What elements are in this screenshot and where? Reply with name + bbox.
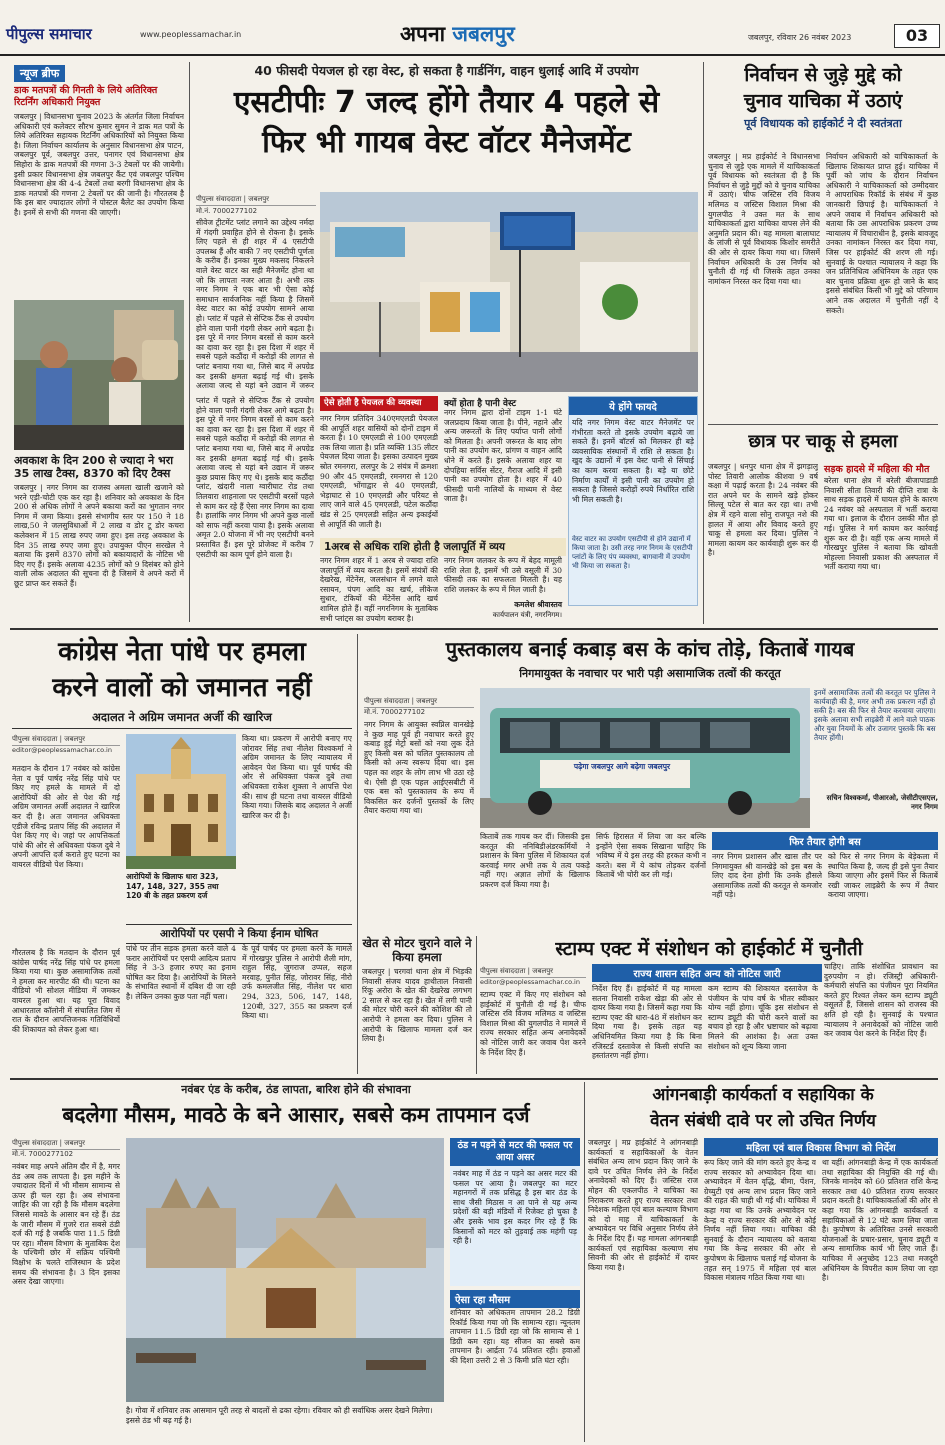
library-col-3: सिर्फ हिरासत में लिया जा कर बल्कि इन्होंने ऐसा सबक सिखाना चाहिए कि भविष्य में ये इस तरह की हरकत कभी न करते। बस में ये कांच तोड़कर दर्जनों किताबें भी चोरी कर ली गई। xyxy=(596,832,706,880)
congress-sub: अदालत ने अग्रिम जमानत अर्जी की खारिज xyxy=(12,710,352,729)
anganwadi-headline-1: आंगनबाड़ी कार्यकर्ता व सहायिका के xyxy=(652,1085,874,1105)
stamp-col-3: कम स्टाम्प की शिकायत दस्तावेज के पंजीयन के पांच वर्ष के भीतर स्वीकार योग्य नहीं होगा। चूंकि इस संशोधन से स्टाम्प ड्यूटी की चोरी करने वालों का बचाव हो रहा है और भ्रष्टाचार को बढ़ावा मिलने की आशंका है। अतः उक्त संशोधन को शून्य किया जाना xyxy=(708,984,818,1051)
stp-mobile: मो.नं. 7000277102 xyxy=(196,207,258,215)
expense-title: 1अरब से अधिक राशि होती है जलापूर्ति में व्यय xyxy=(320,538,566,556)
knife-col-2: बरेला थाना क्षेत्र में बरेली बीजापाडाडी निवासी सीता तिवारी की दीप्ति रात्रा के साथ सड़क हादसे में घायल होने के कारण 24 नवंबर को अस्पताल में भर्ती कराया गया था। इलाज के दौरान उसकी मौत हो गई। पुलिस ने मर्ग कायम कर कार्रवाई शुरू कर दी है। वहीं एक अन्य मामले में गोरखपुर पुलिस ने बताया कि खोवती मोहल्ला निवासी प्रकाश की अस्पताल में भर्ती कराया गया था। xyxy=(824,476,938,572)
stp-col-2: प्लांट में पहले से सेप्टिक टैंक से उपयोग होने वाला पानी गंदगी लेकर आगे बढ़ता है। इस पूरे में नगर निगम बरसों से काम करने का दावा कर रहा है। इस दिशा में शहर में सबसे पहले कठौंदा में करोड़ों की लागत से प्लांट बनाया गया था, जिसे बाद में अपग्रेड कर इसकी क्षमता बढ़ाई गई थी। इसके अलावा जल्द से यहां बने उद्यान में जरूर कुछ प्रयास किए गए थे। इसके बाद कठौंदा प्लांट, खंदारी नाला ग्वारीघाट रोड तथा तिलवारा शाहनाला पर एसटीपी बरसों पहले से काम कर रहे हैं ऐसा नगर निगम का दावा है। हालांकि नगर निगम भी अपने कुछ नालों को साफ नहीं करवा पाया है। इसके अलावा अमृत 2.0 योजना में भी नए एसटीपी बनने प्रस्तावित हैं। इस पूरे प्रोजेक्ट में करीब 7 एसटीपी का काम पूर्ण होने वाला है। xyxy=(196,396,314,559)
brief-headline: डाक मतपत्रों की गिनती के लिये अतिरिक्त रिटर्निंग अधिकारी नियुक्त xyxy=(14,85,158,108)
bus-side-note xyxy=(814,688,938,828)
court-building-illustration xyxy=(126,734,236,869)
congress-headline-1: कांग्रेस नेता पांधे पर हमला xyxy=(58,637,306,667)
dateline: जबलपुर, रविवार 26 नवंबर 2023 xyxy=(748,33,852,42)
inset-caption: वेस्ट वाटर का उपयोग एसटीपी से होने उद्यानों में किया जाता है। उसी तरह नगर निगम के एसटीपी प्लांटों के लिए पंप व्यवस्था, बागवानी में उपयोग भी किया जा सकता है। xyxy=(572,535,693,570)
news-brief-label: न्यूज ब्रीफ xyxy=(14,65,65,82)
anganwadi-col-2: रूप किए जाने की मांग करते हुए केन्द्र व राज्य सरकार को अभ्यावेदन दिया था। अभ्यावेदन में वेतन वृद्धि, बीमा, पेंशन, ग्रेच्युटी एवं अन्य लाभ प्रदान किए जाने की राहत की चाही थी गई थी। याचिका में कहा गया था कि उनके अभ्यावेदन पर केन्द्र व राज्य सरकार की ओर से कोई निर्णय नहीं लिया गया। याचिका की सुनवाई के दौरान न्यायालय को बताया गया कि केन्द्र सरकार की ओर से कुपोषण के खिलाफ चलाई गई योजना के तहत सन् 1975 में महिला एवं बाल विकास मंत्रालय गठित किया गया था। xyxy=(704,1158,816,1283)
anganwadi-col-3: था यहीं। आंगनबाड़ी केन्द्र में एक कार्यकर्ता तथा सहायिका की नियुक्ति की गई थी। जिनके मानदेय को 60 प्रतिशत राशि केन्द्र सरकार तथा 40 प्रतिशत राज्य सरकार प्रदान करती है। याचिकाकर्ताओं की ओर से कहा गया कि आंगनबाड़ी कार्यकर्ता व सहायिकाओं से 12 घंटे काम लिया जाता है। कुपोषण के अतिरिक्त उनसे सरकारी योजनाओं के प्रचार-प्रसार, चुनाव ड्यूटी व अन्य सामाजिक कार्य भी लिए जाते हैं। याचिका में अनुच्छेद 123 तथा मजदूरी अधिनियम के विपरीत काम लिया जा रहा है। xyxy=(822,1158,938,1283)
masthead-rule xyxy=(0,54,945,56)
site-url: www.peoplessamachar.in xyxy=(140,30,242,39)
stamp-col-4: चाहिए। ताकि संशोधित प्रावधान का दुरुपयोग न हो। रजिस्ट्री अधिकारी-कर्मचारी संपत्ति का पंजीयन पूरा नियमित करते हुए रिश्वत लेकर कम स्टाम्प ड्यूटी वसूलते हैं, जिससे शासन को राजस्व की क्षति हो रही है। सुनवाई के पश्चात न्यायालय ने अनावेदकों को नोटिस जारी कर जवाब पेश करने के निर्देश दिए हैं। xyxy=(824,962,938,1039)
weather-headline: बदलेगा मौसम, मावठे के बने आसार, सबसे कम तापमान दर्ज xyxy=(62,1103,530,1127)
election-col-2: निर्वाचन अधिकारी को याचिकाकर्ता के खिलाफ शिकायत प्राप्त हुई। याचिका में पूर्वी को जांच के दौरान निर्वाचन अधिकारी ने याचिकाकर्ता को उम्मीदवार ने आपराधिक रिकॉर्ड के संबंध में कुछ जानकारी छिपाई है। याचिकाकर्ता ने अपने जवाब में निर्वाचन अधिकारी को बताया कि उस आपराधिक प्रकरण उच्च न्यायालय में विचाराधीन है, इसके बावजूद उनका नामांकन निरस्त कर दिया गया, जिस पर हाईकोर्ट की शरण ली गई। सुनवाई के पश्चात न्यायालय ने कहा कि जन प्रतिनिधित्व अधिनियम के तहत एक बार चुनाव प्रक्रिया शुरू हो जाने के बाद इससे संबंधित किसी भी मुद्दे को परिणाम आने तक अदालत में चुनौती नहीं दे सकते। xyxy=(826,152,938,315)
stamp-byline: पीपुल्स संवाददाता | जबलपुर xyxy=(480,966,586,978)
tax-counter-illustration xyxy=(14,300,184,450)
stp-plant-illustration xyxy=(320,192,698,392)
court-photo-caption: आरोपियों के खिलाफ धारा 323, 147, 148, 327, 355 तथा 120 बी के तहत प्रकरण दर्ज xyxy=(126,872,219,900)
lowest-body: शनिवार को अधिकतम तापमान 28.2 डिग्री रिकॉर्ड किया गया जो कि सामान्य रहा। न्यूनतम तापमान 11.5 डिग्री रहा जो कि सामान्य से 1 डिग्री कम रहा। यह सीजन का सबसे कम तापमान है। आर्द्रता 74 प्रतिशत रही। हवाओं की दिशा उत्तरी 2 से 3 किमी प्रति घंटा रही। xyxy=(450,1308,580,1365)
ready-col-1: नगर निगम प्रशासन और खास तौर पर निगमायुक्त श्री वानखेड़े को इस बस के लिए दाद देना होगी कि उनके हौसले असामाजिक तत्वों की करतूत से कमजोर नहीं पड़े। xyxy=(712,852,822,900)
pea-crop-body: नवंबर माह में ठंड न पड़ने का असर मटर की फसल पर आया है। जबलपुर का मटर महानगरों में तक प्रसिद्ध है इस बार ठंड के साथ जैसी मिठास न आ पाने से यह अन्य प्रदेशों की बड़ी मंडियों में रिजेक्ट हो चुका है और इसके भाव इस कदर गिर रहे हैं कि किसानों को मटर को तुड़वाई तक महंगी पड़ रही है। xyxy=(453,1169,577,1246)
weather-mobile: मो.नं. 7000277102 xyxy=(12,1150,74,1158)
knife-col-2-title: सड़क हादसे में महिला की मौत xyxy=(824,464,930,475)
motor-divider xyxy=(476,936,477,1074)
library-headline: पुस्तकालय बनाई कबाड़ बस के कांच तोड़े, किताबें गायब xyxy=(445,637,855,661)
election-divider xyxy=(708,424,938,425)
congress-email: editor@peoplessamachar.co.in xyxy=(12,746,112,754)
quote-name: कमलेश श्रीवास्तव xyxy=(514,600,562,609)
library-sub: निगमायुक्त के नवाचार पर भारी पड़ी असामाजिक तत्वों की करतूत xyxy=(519,667,781,680)
anganwadi-headline-2: वेतन संबंधी दावे पर लो उचित निर्णय xyxy=(650,1111,876,1131)
brief-body: जबलपुर | विधानसभा चुनाव 2023 के अंतर्गत जिला निर्वाचन अधिकारी एवं कलेक्टर सौरभ कुमार सुमन ने डाक मत पत्रों के लिये अतिरिक्त सहायक रिटर्निंग अधिकारियों को नियुक्त किया है। जिला निर्वाचन कार्यालय के अनुसार विधानसभा क्षेत्र पाटन, जबलपुर पूर्व, जबलपुर उत्तर, पनागर एवं विधानसभा क्षेत्र सिहोरा के डाक मतपत्रों की गणना 3-3 टेबलों पर की जायेगी। इसी प्रकार विधानसभा क्षेत्र जबलपुर कैंट एवं जबलपुर पश्चिम विधानसभा क्षेत्र की 4-4 टेबलों तथा बरगी विधानसभा क्षेत्र के डाक मतपत्रों की गणना 2 टेबलों पर की जानी है। गौरतलब है कि इस बार ज्यादातर लोगों ने पोस्टल बैलेट का उपयोग किया है। इनमें से सभी की गणना की जाएगी। xyxy=(14,112,184,217)
anganwadi-col-1: जबलपुर | मप्र हाईकोर्ट ने आंगनबाड़ी कार्यकर्ता व सहायिकाओं के वेतन संबंधित अन्य लाभ प्रदान किए जाने के दावे पर उचित निर्णय लेने के निर्देश अनावेदकों को दिए हैं। जस्टिस राज मोहन की एकलपीठ ने याचिका का निराकरण करते हुए राज्य सरकार तथा निदेशक महिला एवं बाल कल्याण विभाग को दो माह में याचिकाकर्ता के अभ्यावेदन पर विधि अनुसार निर्णय लेने के निर्देश दिए हैं। यह मामला आंगनबाड़ी कार्यकर्ता एवं सहायिका कल्याण संघ सिवनी की ओर से हाईकोर्ट में दायर किया गया है। xyxy=(588,1138,698,1272)
bus-side-name: सचिन विश्वकर्मा, पीआरओ, जेसीटीएसएल, नगर निगम xyxy=(826,794,938,811)
weather-byline: पीपुल्स संवाददाता | जबलपुर xyxy=(12,1138,120,1150)
stp-divider xyxy=(703,62,704,624)
stp-byline: पीपुल्स संवाददाता | जबलपुर xyxy=(196,194,316,206)
election-story xyxy=(708,62,938,422)
congress-col-3: गौरतलब है कि मतदान के दौरान पूर्व कांग्रेस पार्षद नरेंद्र सिंह पांधे पर हमला किया गया था। कुछ असामाजिक तत्वों ने हमला कर मारपीट की थी। घटना का वीडियो भी सोशल मीडिया में जमकर वायरल हुआ था। यह पूरा विवाद आधारताल कॉलोनी में संचालित जिम में रात के दौरान आपत्तिजनक गतिविधियों की शिकायत को लेकर हुआ था। xyxy=(12,948,120,1034)
weather-col-1: नवंबर माह अपने अंतिम दौर में है, मगर ठंड अब तक लापता है। इस महीने के ज्यादातर दिनों में भी मौसम सामान्य से ऊपर ही चल रहा है। अब संभावना जाहिर की जा रही है कि मौसम बदलेगा जिससे मावठे के आसार बन रहे हैं। ठंड के जारी मौसम में गुजरे रात सबसे ठंडी दर्ज की गई है जबकि पारा 11.5 डिग्री पर रहा। मौसम विभाग के मुताबिक देश के पश्चिमी छोर में सक्रिय पश्चिमी विक्षोभ के चलते राजिस्थान के प्रदेश समय की संभावना है। 3 दिन इसका असर देखा जाएगा। xyxy=(12,1162,120,1287)
bus-label: पढ़ेगा जबलपुर आगे बढ़ेगा जबलपुर xyxy=(573,762,671,771)
library-col-1: नगर निगम के आयुक्त स्वप्निल वानखेड़े ने कुछ माह पूर्व ही नवाचार करते हुए कबाड़ हुई मेट्रो बसों को नया लुक देते हुए किसी बस को चलित पुस्तकालय तो किसी को अन्य स्वरूप दिया था। इस पहल का शहर के लोग लाभ भी उठा रहे थे। ऐसी ही एक पहल आईएसबीटी में एक बस को पुस्तकालय के रूप में विकसित कर दर्जनों पुस्तकों के लिए तैयार कराया गया था। xyxy=(364,720,474,816)
congress-divider xyxy=(357,634,358,1074)
library-mobile: मो.नं. 7000277102 xyxy=(364,708,426,716)
ready-col-2: को फिर से नगर निगम के बेड़ेकला में स्थापित किया है, जल्द ही इसे पुनः तैयार किया जाएगा और इसमें फिर से किताबें रखी जाकर लाइब्रेरी के रूप में तैयार कराया जाएगा। xyxy=(828,852,938,900)
library-byline: पीपुल्स संवाददाता | जबलपुर xyxy=(364,696,474,708)
stamp-headline: स्टाम्प एक्ट में संशोधन को हाईकोर्ट में चुनौती xyxy=(555,938,863,960)
masthead xyxy=(0,0,945,60)
ready-title: फिर तैयार होगी बस xyxy=(712,832,938,850)
stp-photo-caption: ऐसे होती है पेयजल की व्यवस्था xyxy=(320,396,438,411)
election-headline-2: चुनाव याचिका में उठाएं xyxy=(743,90,903,112)
stp-col-4: नगर निगम द्वारा दोनों टाइम 1-1 घंटे जलप्रदाय किया जाता है। पीने, नहाने और अन्य जरूरतों के लिए पर्याप्त पानी लोगों को मिलता है। अपनी जरूरत के बाद लोग पानी का उपयोग कर, प्रांगण व वाहन आदि धोने में करते हैं। इसके अलावा शहर या दोपहिया सर्विस सेंटर, गैराज आदि में इसी पानी का उपयोग होता है। शहर में 40 फीसदी पानी नालियों के माध्यम से वेस्ट जाता है। xyxy=(444,408,562,504)
election-col-1: जबलपुर | मप्र हाईकोर्ट ने विधानसभा चुनाव से जुड़े एक मामले में याचिकाकर्ता पूर्व विधायक को स्वतंत्रता दी है कि निर्वाचन से जुड़े मुद्दों को वे चुनाव याचिका में उठाएं। चीफ जस्टिस रवि विजय मलिमठ व जस्टिस विशाल मिश्रा की युगलपीठ ने उक्त मत के साथ याचिकाकर्ता द्वारा याचिका वापस लेने की अनुमति प्रदान की। यह मामला बालाघाट के लांजी से पूर्व विधायक किशोर समरीते की ओर से दायर किया गया था। जिसमें निर्वाचन अधिकारी के उस निर्णय को चुनौती दी गई थी जिसके तहत उनका नामांकन निरस्त कर दिया गया था। xyxy=(708,152,820,286)
election-sub: पूर्व विधायक को हाईकोर्ट ने दी स्वतंत्रता xyxy=(744,117,902,130)
stp-headline-1: एसटीपीः 7 जल्द होंगे तैयार 4 पहले से xyxy=(233,85,660,120)
stp-col-1: सीवेज ट्रीटमेंट प्लांट लगाने का उद्देश्य नर्मदा में गंदगी प्रवाहित होने से रोकना है। इसके लिए पहले से ही शहर में 4 एसटीपी उपलब्ध हैं और बाकी 7 नए एसटीपी पूर्णता के करीब हैं। इनका मुख्य मकसद निकलने वाले वेस्ट वाटर का सही मैनेजमेंट होना था जो कि लापता नजर आता है। अभी तक नगर निगम ने एक बार भी ऐसा कोई समाधान सार्वजनिक नहीं किया है जिसमें वेस्ट वाटर का कोई उपयोग सामने आया हो। प्लांट में पहले से सेप्टिक टैंक से उपयोग होने वाला पानी गंदगी लेकर आगे बढ़ता है। इस पूरे में नगर निगम बरसों से काम करने का दावा कर रहा है। इस दिशा में शहर में सबसे पहले कठौंदा में करोड़ों की लागत से प्लांट बनाया गया था, जिसे बाद में अपग्रेड कर इसकी क्षमता बढ़ाई गई थी। इसके अलावा जल्द से यहां बने उद्यान में जरूर xyxy=(196,218,314,391)
library-col-2: किताबें तक गायब कर दीं। जिसकी इस करतूत की ननिबिडीअंडरकर्मियों ने प्रशासन के बिना पुलिस में शिकायत दर्ज करवाई मगर अभी तक ये तत्व पकड़े नहीं गए। अज्ञात लोगों के खिलाफ प्रकरण दर्ज किया गया है। xyxy=(480,832,590,889)
motor-body: जबलपुर | चरगवां थाना क्षेत्र में भिड़की निवासी संजय यादव हाथीताल निवासी रिंकू अरोरा के खेत की देखरेख लगभग 2 साल से कर रहा है। खेत में लगी पानी की मोटर चोरी करने की कोशिश की तो आरोपी ने हमला कर दिया। पुलिस ने आरोपी के खिलाफ मामला दर्ज कर लिया है। xyxy=(362,967,472,1044)
anganwadi-band: महिला एवं बाल विकास विभाग को निर्देश xyxy=(704,1138,938,1156)
brief-divider xyxy=(189,62,190,622)
library-bus-photo xyxy=(480,688,810,828)
benefits-box xyxy=(568,396,698,606)
library-bus-illustration xyxy=(480,688,810,828)
congress-story xyxy=(12,634,352,1074)
stp-story xyxy=(194,62,699,624)
quote-role: कार्यपालन यंत्री, नगरनिगम। xyxy=(492,611,562,619)
stamp-story xyxy=(480,936,938,1074)
reward-col-2: के पूर्व पार्षद पर हमला करने के मामले में गोरखपुर पुलिस ने आरोपी शैली मांग, राहुल सिंह, जुगराज उप्पल, सहज मरवाह, पुनीत सिंह, जोरावर सिंह, नीरो उर्फ कमलजीत सिंह, नीलेश पर धारा 294, 323, 506, 147, 148, 120बी, 327, 355 का प्रकरण दर्ज किया था। xyxy=(242,944,352,1021)
motor-story xyxy=(362,936,472,1074)
stp-col-4-title: क्यों होता है पानी वेस्ट xyxy=(444,399,517,409)
court-building-photo xyxy=(126,734,236,869)
expense-body: नगर निगम शहर में 1 अरब से ज्यादा राशि जलापूर्ति में व्यय करता है। इसमें संयंत्रों की देखरेख, मेंटेनेंस, जलसंधान में लगने वाले रसायन, पंपग आदि का खर्च, लीकेज सुधार, टंकियों की मेंटेनेंस आदि खर्च शामिल होते हैं। वहीं नगरनिगम के मुताबिक सभी प्लांट्स का उपयोग बराबर है। xyxy=(320,556,438,622)
stamp-sub: राज्य शासन सहित अन्य को नोटिस जारी xyxy=(592,964,822,982)
reward-col-1: पांधे पर तीन सड़क हमला करने वाले 4 फरार आरोपियों पर एसपी आदित्य प्रताप सिंह ने 3-3 हजार रुपए का इनाम घोषित कर दिया है। आरोपियों के मिलने के संभावित स्थानों में दबिश दी जा रही है। लेकिन उनका कुछ पता नहीं चला। xyxy=(126,944,236,1001)
ghat-temple-illustration xyxy=(126,1138,444,1402)
weather-photo-text: है। गोवा में शनिवार तक आसमान पूरी तरह से बादलों से ढका रहेगा। रविवार को ही सर्वाधिक असर देखने मिलेगा। इससे ठंड भी बढ़ गई है। xyxy=(126,1406,433,1425)
benefits-title: ये होंगे फायदे xyxy=(569,397,697,415)
section-title xyxy=(400,20,630,50)
top-section-rule xyxy=(10,628,938,630)
section-title-a: अपना xyxy=(400,22,446,46)
stamp-col-1: स्टाम्प एक्ट में किए गए संशोधन को हाईकोर्ट में चुनौती दी गई है। चीफ जस्टिस रवि विजय मलिमठ व जस्टिस विशाल मिश्रा की युगलपीठ ने मामले में राज्य सरकार सहित अन्य अनावेदकों को नोटिस जारी कर जवाब पेश करने के निर्देश दिए हैं। xyxy=(480,990,586,1057)
knife-col-1: जबलपुर | धनपुर थाना क्षेत्र में झगड़ालू पोस्ट तिवारी आलोक कीशवा 9 वर्ष कक्षा में पढ़ाई करता है। 24 नवंबर की रात अपने घर के सामने खड़े होकर सिल्लू पटेल से बात कर रहा था। तभी क्षेत्र में रहने वाला सोनु राजपूत नशे की हालत में आया और विवाद करते हुए चाकू से हमला कर दिया। पुलिस ने मामला कायम कर कार्यवाही शुरू कर दी है। xyxy=(708,462,818,558)
stamp-email: editor@peoplessamachar.co.in xyxy=(480,978,580,986)
expense-body-2: नगर निगम जलकर के रूप में बेहद मामूली राशि लेता है, इसमें भी उसे वसूली में 30 फीसदी तक का सफलता मिलती है। यह राशि जलकर के रूप में मिल जाती है। xyxy=(444,556,562,594)
knife-story xyxy=(708,428,938,624)
anganwadi-story xyxy=(588,1082,938,1442)
pea-crop-title: ठंड न पड़ने से मटर की फसल पर आया असर xyxy=(450,1138,580,1166)
lowest-title: ऐसा रहा मौसम xyxy=(450,1290,580,1308)
benefits-body: यदि नगर निगम वेस्ट वाटर मैनेजमेंट पर गंभीरता करते तो इसके उपयोग बढ़ाये जा सकते हैं। इनमें बॉटर्स को मिलकर ही बड़े व्यवसायिक संस्थानों में राशि ले सकता है। खुद के उद्यानों में इस वेस्ट पानी से सिंचाई का काम करवा सकता है। बड़े या छोटे निर्माण कार्यों में इसी पानी का उपयोग हो सकता है जिससे करोड़ों रुपये निर्धारित राशि भी मिल सकती है। xyxy=(572,418,694,504)
congress-headline-2: करने वालों को जमानत नहीं xyxy=(52,673,312,703)
motor-headline: खेत से मोटर चुराने वाले ने किया हमला xyxy=(362,936,472,964)
congress-col-1: मतदान के दौरान 17 नवंबर को कांग्रेस नेता व पूर्व पार्षद नरेंद्र सिंह पांधे पर किए गए हमले के मामले में दो आरोपियों की ओर से पेश की गई अग्रिम जमानत अर्जी अदालत ने खारिज कर दी है। अतः जमानत अधिवक्ता एडीजे रविन्द्र प्रताप सिंह की अदालत में पेश किए गए थे। जहां पर आपत्तिकर्ता पांधे की ओर से अधिवक्ता पंकज दुबे ने अपनी आपत्ति दर्ज कराते हुए घटना का वायरल वीडियो पेश किया। xyxy=(12,764,120,869)
bus-side-text: इनमें असामाजिक तत्वों की करतूत पर पुलिस ने कार्यवाही की है, मगर अभी तक प्रकरण नहीं हो सकी है। बस की फिर से तैयार करवाया जाएगा। इसके अलावा सभी लाइब्रेरी में आने वाले पाठक और युवा नियमों के और उजागर पुस्तकें कि बस तैयार होंगी। xyxy=(814,688,936,742)
weather-kicker: नवंबर एंड के करीब, ठंड लापता, बारिश होने की संभावना xyxy=(181,1083,411,1096)
stp-photo xyxy=(320,192,698,392)
stp-headline-2: फिर भी गायब वेस्ट वॉटर मैनेजमेंट xyxy=(262,125,631,160)
pea-crop-box xyxy=(450,1138,580,1286)
stamp-col-2: निर्देश दिए हैं। हाईकोर्ट में यह मामला सतना निवासी राकेश खेड़ा की ओर से दायर किया गया है। जिसमें कहा गया कि स्टाम्प एक्ट की धारा-48 में संशोधन कर दिया गया है। इसके तहत यह अधिनियमित किया गया है कि बिना रजिस्टर्ड दस्तावेज से किसी संपत्ति का हस्तांतरण नहीं होगा। xyxy=(592,984,702,1061)
election-headline-1: निर्वाचन से जुड़े मुद्दे को xyxy=(744,64,902,86)
weather-divider xyxy=(584,1082,585,1442)
congress-byline: पीपुल्स संवाददाता | जबलपुर xyxy=(12,734,120,746)
weather-story xyxy=(12,1082,580,1442)
brand-name: पीपुल्स समाचार xyxy=(6,25,92,43)
stp-col-3: नगर निगम प्रतिदिन 340एमएलडी पेयजल की आपूर्ति शहर वासियों को दोनों टाइम में करता है। 10 एमएलडी से 100 एमएलडी तक लिया जाता है। प्रति व्यक्ति 135 लीटर पेयजल दिया जाता है। इसका उत्पादन मुख्य स्रोत रमनगरा, ललपुर के 2 संयंत्र में क्रमशः 90 और 45 एमएलडी, रमनगरा से 120 एमएलडी, भोंगाद्वार से 40 एमएलडी, भेड़ाघाट से 10 एमएलडी और परियट से लाए जाने वाले 45 एमएलडी, पटेल कठौंदा खंड से 25 एमएलडी सहित अन्य इकाईयों से आपूर्ति की जाती है। xyxy=(320,414,438,529)
news-brief xyxy=(14,62,184,622)
page-number: 03 xyxy=(894,24,940,48)
congress-col-2: किया था। प्रकरण में आरोपी बनाए गए जोरावर सिंह तथा नीलेश विश्वकर्मा ने अग्रिम जमानत के लिए न्यायालय में आवेदन पेश किया था। पूर्व पार्षद की ओर से अधिवक्ता पंकज दुबे तथा अधिवक्ता राकेश शुक्ला ने आपत्ति पेश की। साथ ही घटना तथा वायरल वीडियो किया गया। जिसके बाद अदालत ने अर्जी खारिज कर दी है। xyxy=(242,734,352,820)
tax-body: जबलपुर | नगर निगम का राजस्व अमला खाली खजाने को भरने एड़ी-चोटी एक कर रहा है। शनिवार को अवकाश के दिन 200 से अधिक लोगों ने अपने बकाया करों का भुगतान नगर निगम में जमा किया। इससे संभागीय स्तर पर 150 ने 18 लाख,50 ने जलसुविधाओं में 2 लाख व डोर टू डोर कचरा कलेक्शन में 15 लाख रुपए जमा हुए। इस तरह अवकाश के दिन 35 लाख रुपए जमा हुए। उपायुक्त पीएन सरखेल ने बताया कि इसमें 8370 लोगों को बकायादारों के नोटिस भी दिए गए हैं। इसके अलावा 4235 लोगों को 9 दिसंबर को होने वाली लोक अदालत की सूचना दी है जिसमें वे अपने करों में छूट प्राप्त कर सकते हैं। xyxy=(14,483,184,588)
knife-headline: छात्र पर चाकू से हमला xyxy=(748,431,898,452)
library-story xyxy=(362,634,938,934)
tax-counter-photo xyxy=(14,300,184,450)
stp-kicker: 40 फीसदी पेयजल हो रहा वेस्ट, हो सकता है गार्डनिंग, वाहन धुलाई आदि में उपयोग xyxy=(254,63,639,78)
weather-photo xyxy=(126,1138,444,1402)
brand-logo xyxy=(6,24,134,46)
tax-headline: अवकाश के दिन 200 से ज्यादा ने भरा 35 लाख टैक्स, 8370 को दिए टैक्स xyxy=(14,454,174,480)
reward-title: आरोपियों पर एसपी ने किया ईनाम घोषित xyxy=(126,924,352,944)
section-title-b: जबलपुर xyxy=(452,22,515,46)
mid-section-rule xyxy=(10,1078,938,1080)
